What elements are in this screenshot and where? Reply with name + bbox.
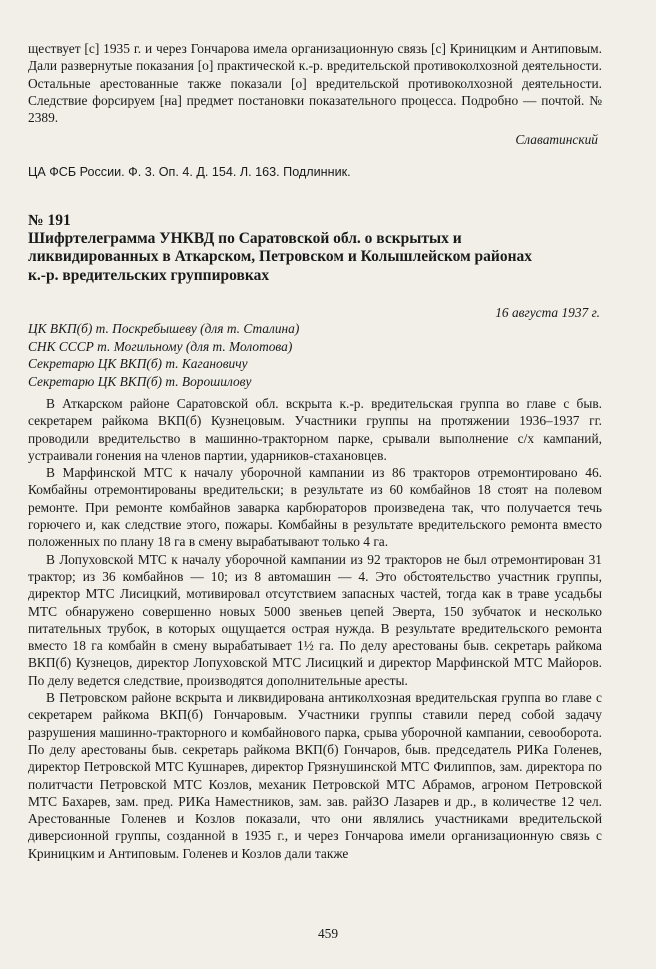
addressee-list bbox=[28, 320, 299, 390]
document-date: 16 августа 1937 г. bbox=[495, 305, 600, 320]
archive-reference: ЦА ФСБ России. Ф. 3. Оп. 4. Д. 154. Л. 163. Подлинник. bbox=[28, 165, 351, 179]
addressee: ЦК ВКП(б) т. Поскребышеву (для т. Сталина) bbox=[28, 321, 300, 336]
addressee: Секретарю ЦК ВКП(б) т. Кагановичу bbox=[28, 356, 248, 372]
page-number: 459 bbox=[317, 926, 339, 941]
addressee: СНК СССР т. Могильному (для т. Молотова) bbox=[28, 338, 293, 354]
document-body bbox=[28, 395, 602, 862]
body-paragraph: В Аткарском районе Саратовской обл. вскрыта к.-р. вредительская группа во главе с быв. секретарем райкома ВКП(б) Кузнецовым. Участники группы на протяжении 1936–1937 гг. проводили вредительство в машинно-тракторном парке, срывали выполнение с/х кампаний, устраивали гонения на членов партии, ударников-стахановцев. bbox=[28, 396, 602, 463]
body-paragraph: В Марфинской МТС к началу уборочной кампании из 86 тракторов отремонтировано 46. Комбайны отремонтированы вредительски; в результате из 60 комбайнов 18 стоят на полевом ремонте. При ремонте комбайнов заварка карбюраторов произведена так, что получается течь горючего и, как следствие этого, пожары. Комбайны в результате вредительского ремонта вместо положенных по плану 18 га в смену вырабатывают только 4 га. bbox=[28, 465, 602, 550]
signature: Славатинский bbox=[515, 132, 598, 147]
continuation-paragraph: ществует [с] 1935 г. и через Гончарова имела организационную связь [с] Криницким и Антиповым. Дали развернутые показания [о] практической к.-р. вредительской противоколхозной деятельности. Остальные арестованные также показали [о] вредительской противоколхозной деятельности. Следствие форсируем [на] предмет постановки показательного процесса. Подробно — почтой. № 2389. bbox=[28, 41, 602, 126]
addressee: Секретарю ЦК ВКП(б) т. Ворошилову bbox=[28, 373, 252, 389]
document-number: № 191 bbox=[28, 212, 71, 229]
body-paragraph: В Лопуховской МТС к началу уборочной кампании из 92 тракторов не был отремонтирован 31 трактор; из 36 комбайнов — 10; из 8 автомашин — 4. Это обстоятельство участник группы, директор МТС Лисицкий, мотивировал отсутствием запасных частей, тогда как в траве усадьбы МТС обнаружено совершенно новых 5000 звеньев цепей Эверта, 150 зубчаток и несколько питательных трубок, в которых ощущается острая нужда. В результате вредительского ремонта вместо 18 га комбайн в смену вырабатывает 1½ га. По делу арестованы быв. секретарь райкома ВКП(б) Кузнецов, директор Лопуховской МТС Лисицкий и директор Марфинской МТС Майоров. По делу ведется следствие, производятся дополнительные аресты. bbox=[28, 551, 602, 688]
document-title: Шифртелеграмма УНКВД по Саратовской обл. о вскрытых и ликвидированных в Аткарском, Петровском и Колышлейском районах к.-р. вредительских группировках bbox=[28, 230, 532, 284]
body-paragraph: В Петровском районе вскрыта и ликвидирована антиколхозная вредительская группа во главе с секретарем райкома ВКП(б) Гончаровым. Участники группы ставили перед собой задачу разрушения машинно-тракторного и комбайнового парка, срыва уборочной кампании, севооборота. По делу арестованы быв. секретарь райкома ВКП(б) Гончаров, быв. председатель РИКа Голенев, директор Петровской МТС Кушнарев, директор Грязнушинской МТС Филиппов, зам. директора по политчасти Петровской МТС Козлов, механик Петровской МТС Абрамов, агроном Петровской МТС Бахарев, зам. пред. РИКа Наместников, зам. зав. райЗО Лазарев и др., в количестве 12 чел. Арестованные Голенев и Козлов показали, что они являлись участниками вредительской диверсионной группы, созданной в 1935 г., и через Гончарова имели организационную связь с Криницким и Антиповым. Голенев и Козлов дали также bbox=[28, 690, 602, 861]
